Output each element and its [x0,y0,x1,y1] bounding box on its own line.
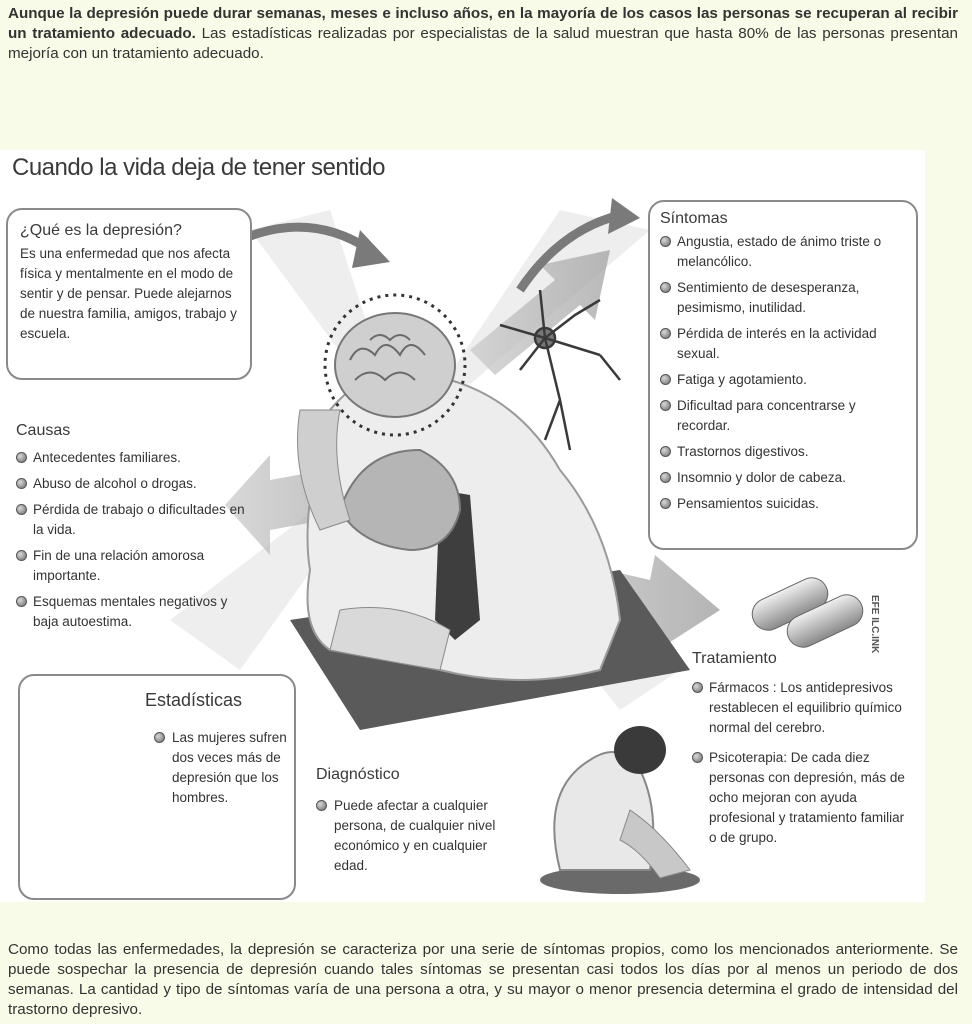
bullet-icon [154,732,165,743]
bullet-icon [660,400,671,411]
treatment-list [692,678,907,854]
list-item: Abuso de alcohol o drogas. [16,474,246,494]
list-item: Sentimiento de desesperanza, pesimismo, inutilidad. [660,278,906,318]
bullet-icon [16,504,27,515]
sitting-girl-figure [540,726,700,894]
diagnosis-title: Diagnóstico [316,766,400,783]
list-item: Pérdida de interés en la actividad sexual. [660,324,906,364]
list-item: Psicoterapia: De cada diez personas con depresión, más de ocho mejoran con ayuda profesional y tratamiento familiar o de grupo. [692,748,907,848]
bullet-icon [16,596,27,607]
bullet-icon [660,236,671,247]
list-item: Esquemas mentales negativos y baja autoestima. [16,592,246,632]
list-item: Antecedentes familiares. [16,448,246,468]
causes-list [16,448,246,638]
causes-title: Causas [16,422,71,439]
bullet-icon [660,472,671,483]
bullet-icon [692,682,703,693]
symptoms-box [648,200,918,550]
intro-paragraph [8,4,958,64]
bullet-icon [660,328,671,339]
treatment-title: Tratamiento [692,650,777,667]
pills-icon [747,573,868,653]
intro-bold: Aunque la depresión puede durar semanas, meses e incluso años, en la mayoría de los casos las personas se recuperan al recibir un tratamiento adecuado. [8,5,958,42]
credit-label: EFE ILC.INK [869,595,880,654]
bullet-icon [660,282,671,293]
statistics-text: Las mujeres sufren dos veces más de depresión que los hombres. [152,728,292,808]
what-is-depression-box [6,208,252,380]
bullet-icon [316,800,327,811]
bullet-icon [660,446,671,457]
list-item: Dificultad para concentrarse y recordar. [660,396,906,436]
symptoms-list [660,232,906,514]
depression-infographic [0,150,925,902]
list-item: Fatiga y agotamiento. [660,370,906,390]
what-is-depression-title: ¿Qué es la depresión? [20,222,182,239]
outro-paragraph: Como todas las enfermedades, la depresión se caracteriza por una serie de síntomas propios, como los mencionados anteriormente. Se puede sospechar la presencia de depresión cuando tales síntomas se presentan casi todos los días por al menos un periodo de dos semanas. La cantidad y tipo de síntomas varía de una persona a otra, y su mayor o menor presencia determina el grado de intensidad del trastorno depresivo. [8,941,958,1018]
symptoms-title: Síntomas [660,210,728,227]
list-item: Insomnio y dolor de cabeza. [660,468,906,488]
list-item: Trastornos digestivos. [660,442,906,462]
statistics-box [18,674,296,900]
infographic-title: Cuando la vida deja de tener sentido [12,154,385,181]
statistics-title: Estadísticas [145,690,243,710]
bullet-icon [16,550,27,561]
list-item: Pensamientos suicidas. [660,494,906,514]
list-item: Angustia, estado de ánimo triste o melancólico. [660,232,906,272]
bullet-icon [692,752,703,763]
what-is-depression-text: Es una enfermedad que nos afecta física y mentalmente en el modo de sentir y de pensar. Puede alejarnos de nuestra familia, amigos, trabajo y escuela. [20,246,237,341]
bullet-icon [660,374,671,385]
bullet-icon [16,452,27,463]
diagnosis-text: Puede afectar a cualquier persona, de cualquier nivel económico y en cualquier edad. [316,796,524,876]
brain-icon [335,313,455,417]
bullet-icon [660,498,671,509]
bullet-icon [16,478,27,489]
intro-rest: Las estadísticas realizadas por especialistas de la salud muestran que hasta 80% de las personas presentan mejoría con un tratamiento adecuado. [8,25,958,62]
list-item: Fin de una relación amorosa importante. [16,546,246,586]
list-item: Fármacos : Los antidepresivos restablecen el equilibrio químico normal del cerebro. [692,678,907,738]
list-item: Pérdida de trabajo o dificultades en la vida. [16,500,246,540]
